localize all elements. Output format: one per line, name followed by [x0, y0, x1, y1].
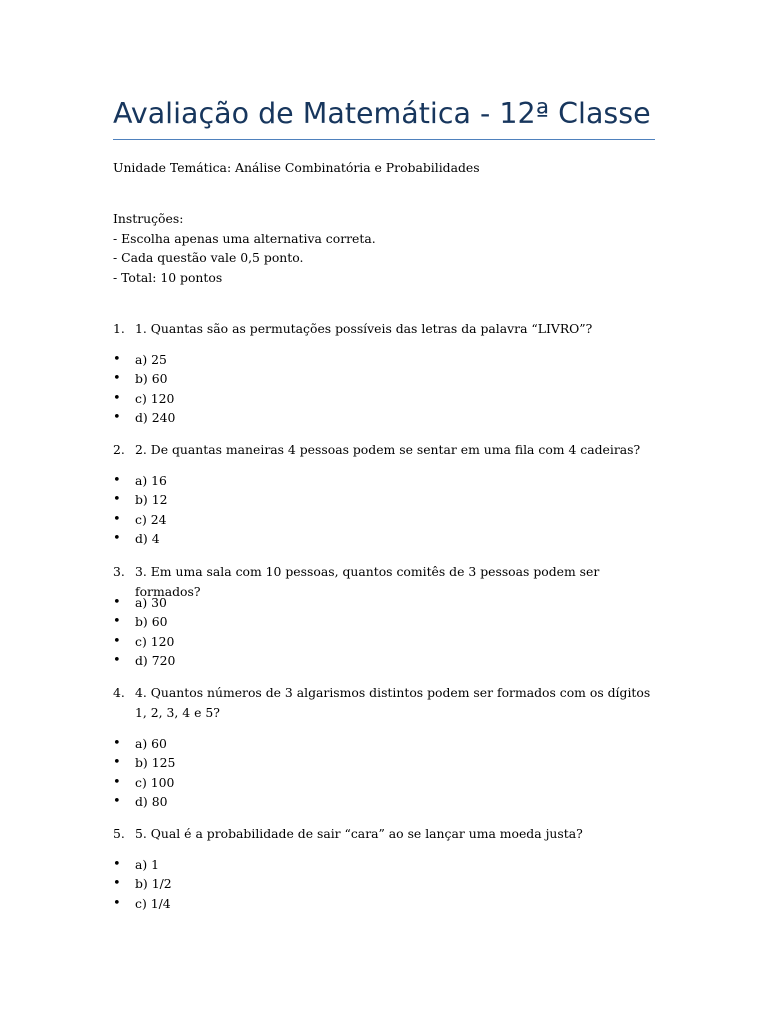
- instructions-heading: Instruções:: [113, 211, 184, 226]
- bullet-icon: •: [113, 530, 121, 546]
- option-label: b) 12: [135, 492, 168, 508]
- question-number: 1.: [113, 321, 125, 336]
- unit-text: Unidade Temática: Análise Combinatória e Probabilidades: [113, 160, 480, 175]
- bullet-icon: •: [113, 736, 121, 751]
- option-label: d) 240: [135, 409, 176, 425]
- option-label: a) 30: [135, 595, 167, 610]
- bullet-icon: •: [113, 511, 121, 527]
- option-label: c) 100: [135, 774, 175, 790]
- option-label: d) 80: [135, 793, 168, 809]
- bullet-icon: •: [113, 652, 121, 668]
- bullet-icon: •: [113, 595, 121, 610]
- question-text: 2. De quantas maneiras 4 pessoas podem se sentar em uma fila com 4 cadeiras?: [135, 442, 641, 457]
- question-text: 1. Quantas são as permutações possíveis das letras da palavra “LIVRO”?: [135, 321, 593, 336]
- option-label: d) 4: [135, 530, 160, 546]
- bullet-icon: •: [113, 774, 121, 790]
- title-underline: [113, 139, 655, 140]
- document-title: Avaliação de Matemática - 12ª Classe: [113, 97, 651, 130]
- question-number: 2.: [113, 442, 125, 457]
- option-label: c) 1/4: [135, 895, 171, 911]
- bullet-icon: •: [113, 857, 121, 872]
- question-text: 3. Em uma sala com 10 pessoas, quantos comitês de 3 pessoas podem ser formados?: [135, 564, 600, 599]
- instruction-line: - Cada questão vale 0,5 ponto.: [113, 250, 304, 265]
- option-label: b) 60: [135, 614, 168, 630]
- question-number: 4.: [113, 685, 125, 700]
- option-label: b) 1/2: [135, 876, 172, 892]
- instruction-line: - Total: 10 pontos: [113, 269, 223, 285]
- bullet-icon: •: [113, 633, 121, 649]
- option-label: b) 60: [135, 371, 168, 387]
- bullet-icon: •: [113, 492, 121, 508]
- option-label: b) 125: [135, 755, 176, 771]
- bullet-icon: •: [113, 409, 121, 425]
- bullet-icon: •: [113, 473, 121, 488]
- question-number: 3.: [113, 564, 125, 579]
- option-label: a) 16: [135, 473, 167, 488]
- bullet-icon: •: [113, 614, 121, 630]
- bullet-icon: •: [113, 793, 121, 809]
- option-label: c) 120: [135, 390, 175, 406]
- bullet-icon: •: [113, 390, 121, 406]
- question-text: 4. Quantos números de 3 algarismos distintos podem ser formados com os dígitos 1, 2, 3, 4 e 5?: [135, 685, 651, 720]
- bullet-icon: •: [113, 895, 121, 911]
- option-label: a) 25: [135, 352, 167, 367]
- bullet-icon: •: [113, 371, 121, 387]
- option-label: a) 1: [135, 857, 160, 872]
- option-label: c) 24: [135, 511, 167, 527]
- instruction-line: - Escolha apenas uma alternativa correta.: [113, 230, 376, 246]
- option-label: a) 60: [135, 736, 167, 751]
- question-number: 5.: [113, 826, 125, 841]
- option-label: d) 720: [135, 652, 176, 668]
- bullet-icon: •: [113, 352, 121, 367]
- bullet-icon: •: [113, 876, 121, 892]
- option-label: c) 120: [135, 633, 175, 649]
- question-text: 5. Qual é a probabilidade de sair “cara” ao se lançar uma moeda justa?: [135, 826, 583, 841]
- bullet-icon: •: [113, 755, 121, 771]
